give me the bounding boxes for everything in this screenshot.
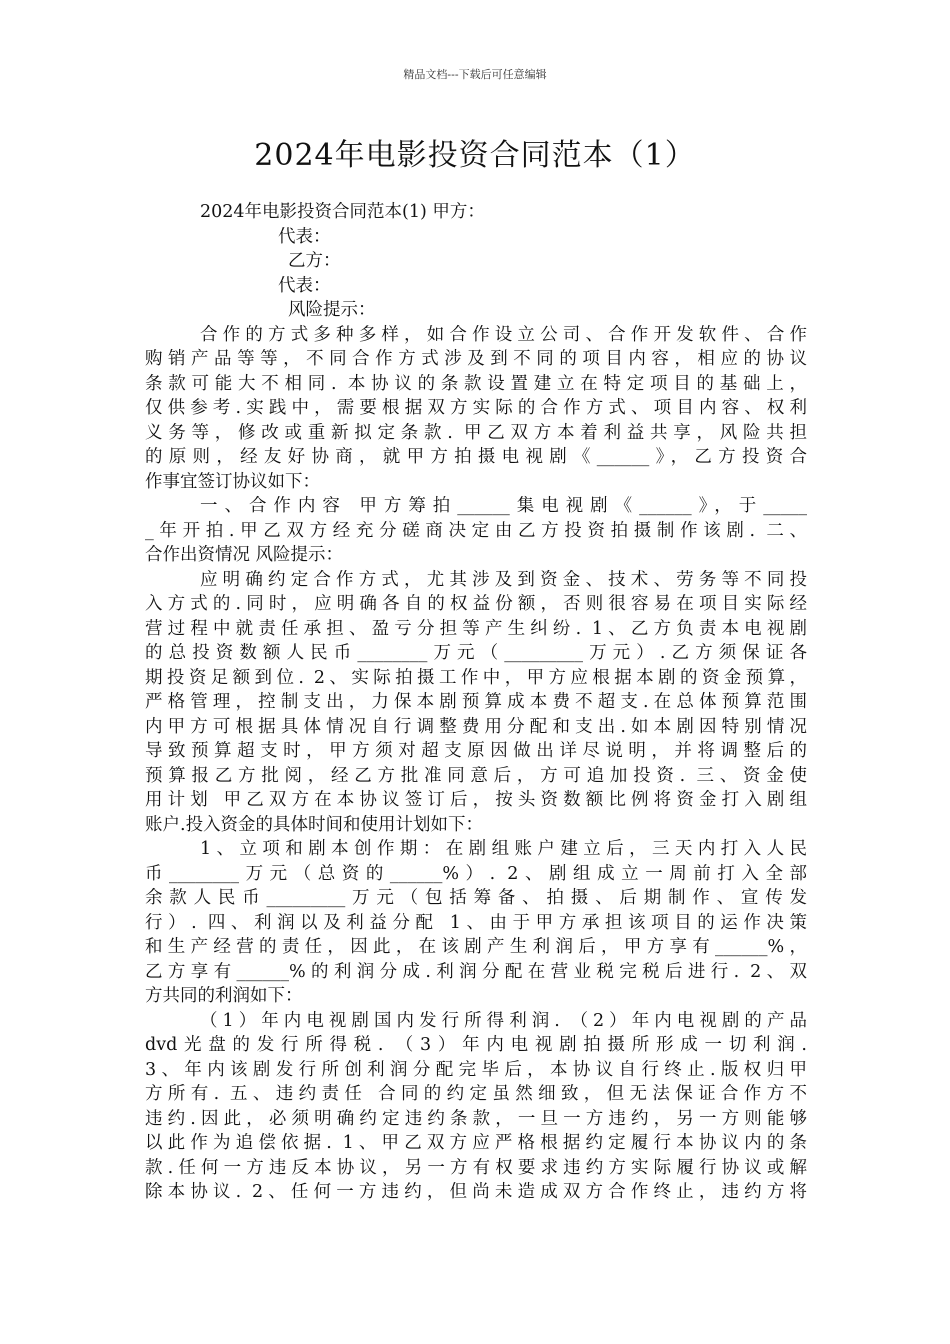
body-line: 仅供参考.实践中，需要根据双方实际的合作方式、项目内容、权利 bbox=[145, 398, 807, 418]
document-title: 2024年电影投资合同范本（1） bbox=[254, 138, 696, 173]
body-line: 风险提示： bbox=[288, 300, 376, 320]
body-line: 导致预算超支时，甲方须对超支原因做出详尽说明，并将调整后的 bbox=[145, 741, 807, 761]
body-line: 除本协议. 2、任何一方违约，但尚未造成双方合作终止，违约方将 bbox=[145, 1182, 807, 1202]
body-line: 购销产品等等，不同合作方式涉及到不同的项目内容，相应的协议 bbox=[145, 349, 807, 369]
body-line: 币________万元（总资的______%）. 2、剧组成立一周前打入全部 bbox=[145, 863, 807, 884]
body-line: 条款可能大不相同. 本协议的条款设置建立在特定项目的基础上， bbox=[145, 373, 807, 394]
body-line: 以此作为追偿依据. 1、甲乙双方应严格根据约定履行本协议内的条 bbox=[145, 1133, 807, 1153]
body-line: 代表： bbox=[278, 226, 331, 247]
body-line: 预算报乙方批阅，经乙方批准同意后，方可追加投资. 三、资金使 bbox=[145, 765, 807, 786]
body-line: 的原则，经友好协商，就甲方拍摄电视剧《______》，乙方投资合 bbox=[145, 447, 807, 467]
body-line: 乙方享有______%的利润分成.利润分配在营业税完税后进行. 2、双 bbox=[145, 961, 807, 982]
body-line: （1）年内电视剧国内发行所得利润. （2）年内电视剧的产品 bbox=[200, 1010, 807, 1031]
body-line: 营过程中就责任承担、盈亏分担等产生纠纷. 1、乙方负责本电视剧 bbox=[145, 618, 807, 639]
body-line: 合作的方式多种多样，如合作设立公司、合作开发软件、合作 bbox=[200, 324, 807, 345]
body-line: 余款人民币_________万元（包括筹备、拍摄、后期制作、宣传发 bbox=[145, 888, 807, 908]
body-line: 1、立项和剧本创作期：在剧组账户建立后，三天内打入人民 bbox=[200, 839, 807, 859]
body-line: 义务等，修改或重新拟定条款. 甲乙双方本着利益共享，风险共担 bbox=[145, 422, 807, 443]
body-line: 内甲方可根据具体情况自行调整费用分配和支出.如本剧因特别情况 bbox=[145, 716, 807, 737]
body-line: 严格管理，控制支出，力保本剧预算成本费不超支.在总体预算范围 bbox=[145, 692, 807, 712]
body-line: 违约.因此，必须明确约定违约条款，一旦一方违约，另一方则能够 bbox=[145, 1108, 807, 1129]
body-line: 应明确约定合作方式，尤其涉及到资金、技术、劳务等不同投 bbox=[200, 569, 807, 590]
body-line: 行）. 四、利润以及利益分配 1、由于甲方承担该项目的运作决策 bbox=[145, 912, 807, 933]
body-line: 方所有. 五、违约责任 合同的约定虽然细致，但无法保证合作方不 bbox=[145, 1084, 807, 1104]
body-line: 用计划 甲乙双方在本协议签订后，按头资数额比例将资金打入剧组 bbox=[145, 790, 807, 810]
body-line: 3、年内该剧发行所创利润分配完毕后，本协议自行终止.版权归甲 bbox=[145, 1059, 807, 1080]
body-line: 的总投资数额人民币________万元（_________万元）.乙方须保证各 bbox=[145, 643, 807, 663]
body-line: 合作出资情况 风险提示： bbox=[145, 545, 344, 565]
body-line: 和生产经营的责任，因此，在该剧产生利润后，甲方享有______%， bbox=[145, 937, 807, 957]
body-line: 乙方： bbox=[288, 251, 341, 271]
page-header: 精品文档---下载后可任意编辑 bbox=[403, 68, 547, 81]
body-line: 代表： bbox=[278, 275, 331, 296]
body-line: 入方式的.同时，应明确各自的权益份额，否则很容易在项目实际经 bbox=[145, 594, 807, 614]
body-line: dvd光盘的发行所得税. （3）年内电视剧拍摄所形成一切利润. bbox=[145, 1035, 807, 1055]
body-line: _年开拍.甲乙双方经充分磋商决定由乙方投资拍摄制作该剧. 二、 bbox=[145, 520, 807, 541]
body-line: 方共同的利润如下： bbox=[145, 986, 303, 1006]
body-line: 作事宜签订协议如下： bbox=[145, 471, 320, 492]
body-line: 账户.投入资金的具体时间和使用计划如下： bbox=[145, 814, 484, 835]
body-line: 一、合作内容 甲方筹拍______集电视剧《______》，于_____ bbox=[200, 496, 807, 516]
document-body bbox=[145, 200, 807, 1205]
body-line: 款.任何一方违反本协议，另一方有权要求违约方实际履行协议或解 bbox=[145, 1157, 807, 1178]
body-line: 2024年电影投资合同范本(1) 甲方： bbox=[200, 202, 485, 222]
body-line: 期投资足额到位. 2、实际拍摄工作中，甲方应根据本剧的资金预算， bbox=[145, 667, 807, 688]
